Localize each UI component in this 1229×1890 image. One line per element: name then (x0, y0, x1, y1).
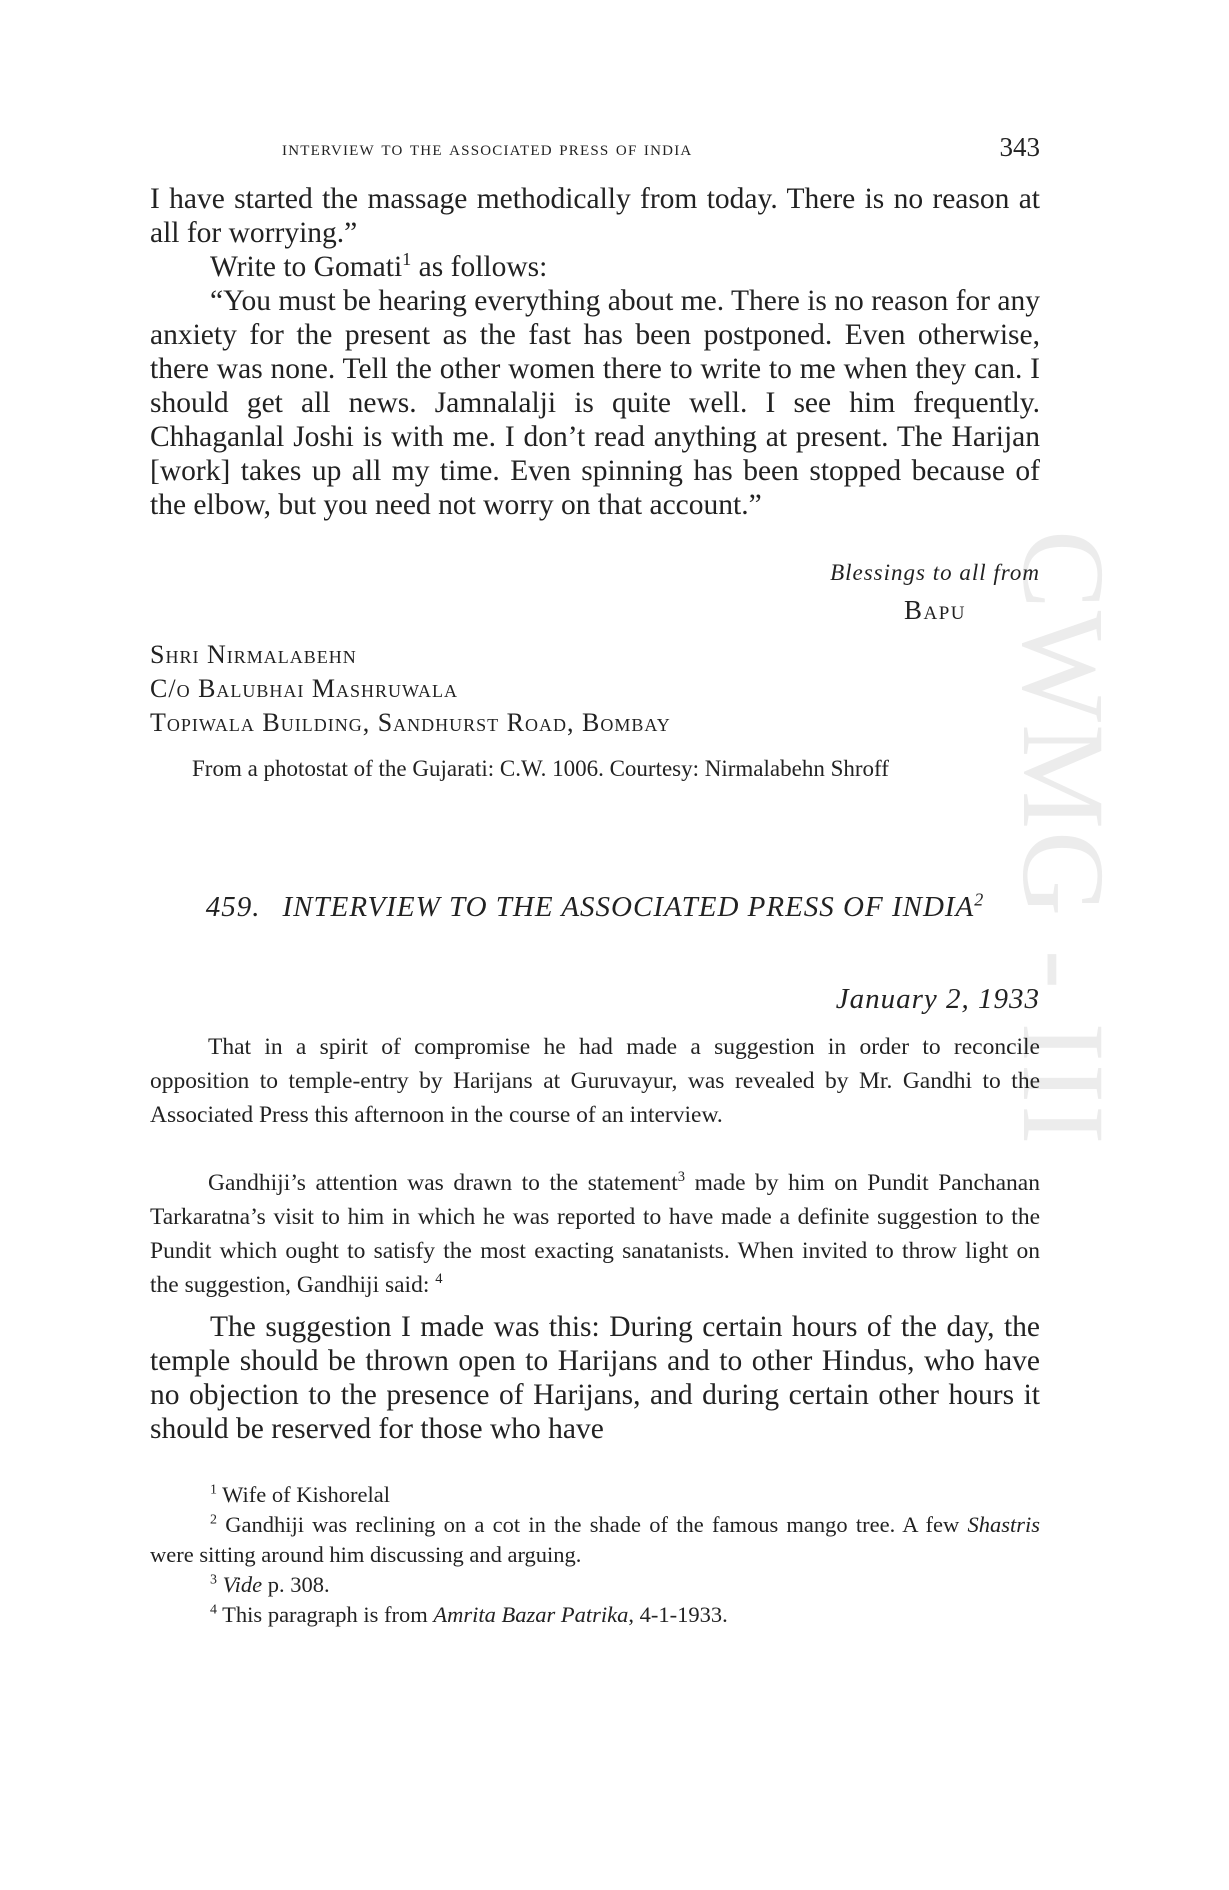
footnote-3 (150, 1570, 1040, 1600)
footnote-4-text: This paragraph is from (216, 1602, 434, 1627)
letter-paragraph-1: I have started the massage methodically from today. There is no reason at all for worrying.” (150, 183, 1040, 249)
running-head (150, 132, 1040, 166)
footnote-1-text: Wife of Kishorelal (216, 1482, 390, 1507)
footnote-2 (150, 1510, 1040, 1570)
footnote-3-italic: Vide (222, 1572, 263, 1597)
article-date: January 2, 1933 (835, 983, 1040, 1015)
footnote-mark-3: 3 (210, 1572, 217, 1588)
footnote-mark-1: 1 (210, 1482, 217, 1498)
footnote-mark-2: 2 (210, 1512, 217, 1528)
footnote-1 (150, 1480, 1040, 1510)
page-number: 343 (999, 132, 1040, 162)
letter-signature: Bapu (903, 595, 966, 625)
article-title: INTERVIEW TO THE ASSOCIATED PRESS OF INDIA (282, 891, 975, 923)
footnote-ref-3: 3 (677, 1169, 686, 1186)
footnote-3-text-after: p. 308. (262, 1572, 330, 1597)
address-line-1: Shri Nirmalabehn (150, 640, 357, 669)
footnote-4-text-after: , 4-1-1933. (628, 1602, 728, 1627)
footnote-ref-4: 4 (435, 1271, 443, 1288)
source-note: From a photostat of the Gujarati: C.W. 1006. Courtesy: Nirmalabehn Shroff (192, 756, 889, 781)
report2-text-a: Gandhiji’s attention was drawn to the statement (208, 1170, 678, 1196)
letter-paragraph-2 (150, 250, 1040, 284)
address-line-2: C/o Balubhai Mashruwala (150, 674, 459, 703)
running-head-title: interview to the associated press of india (282, 136, 693, 160)
footnote-2-text: Gandhiji was reclining on a cot in the shade of the famous mango tree. A few (216, 1512, 968, 1537)
report-paragraph-2 (150, 1166, 1040, 1302)
para2-text-b: as follows: (411, 251, 548, 283)
footnote-4 (150, 1600, 1040, 1630)
report2-text-b: made by him on Pundit Panchanan Tarkaratna’s visit to him in which he was reported to have made a definite suggestion to the Pundit which ought to satisfy the most exacting sanatanists. When invited to throw light on the suggestion, Gandhiji said: (150, 1170, 1040, 1298)
speech-paragraph: The suggestion I made was this: During certain hours of the day, the temple should be thrown open to Harijans and to other Hindus, who have no objection to the presence of Harijans, and during certain other hours it should be reserved for those who have (150, 1311, 1040, 1445)
footnote-4-italic: Amrita Bazar Patrika (433, 1602, 629, 1627)
footnotes (150, 1480, 1040, 1630)
article-number: 459. (205, 891, 261, 923)
footnote-ref-2: 2 (974, 889, 985, 910)
footnote-ref-1: 1 (402, 249, 412, 270)
watermark-text: CWMG - III (998, 530, 1129, 1147)
footnote-2-italic: Shastris (967, 1512, 1040, 1537)
article-heading (150, 890, 1040, 924)
letter-closing: Blessings to all from (830, 560, 1040, 585)
report-paragraph-1: That in a spirit of compromise he had made a suggestion in order to reconcile opposition to temple-entry by Harijans at Guruvayur, was revealed by Mr. Gandhi to the Associated Press this afternoon in the course of an interview. (150, 1034, 1040, 1128)
footnote-2-text-after: were sitting around him discussing and arguing. (150, 1542, 582, 1567)
footnote-mark-4: 4 (210, 1602, 217, 1618)
letter-paragraph-3: “You must be hearing everything about me. There is no reason for any anxiety for the present as the fast has been postponed. Even otherwise, there was none. Tell the other women there to write to me when they can. I should get all news. Jamnalalji is quite well. I see him frequently. Chhaganlal Joshi is with me. I don’t read anything at present. The Harijan [work] takes up all my time. Even spinning has been stopped because of the elbow, but you need not worry on that account.” (150, 285, 1040, 521)
address-line-3: Topiwala Building, Sandhurst Road, Bombay (150, 708, 671, 737)
para2-text-a: Write to Gomati (210, 251, 403, 283)
